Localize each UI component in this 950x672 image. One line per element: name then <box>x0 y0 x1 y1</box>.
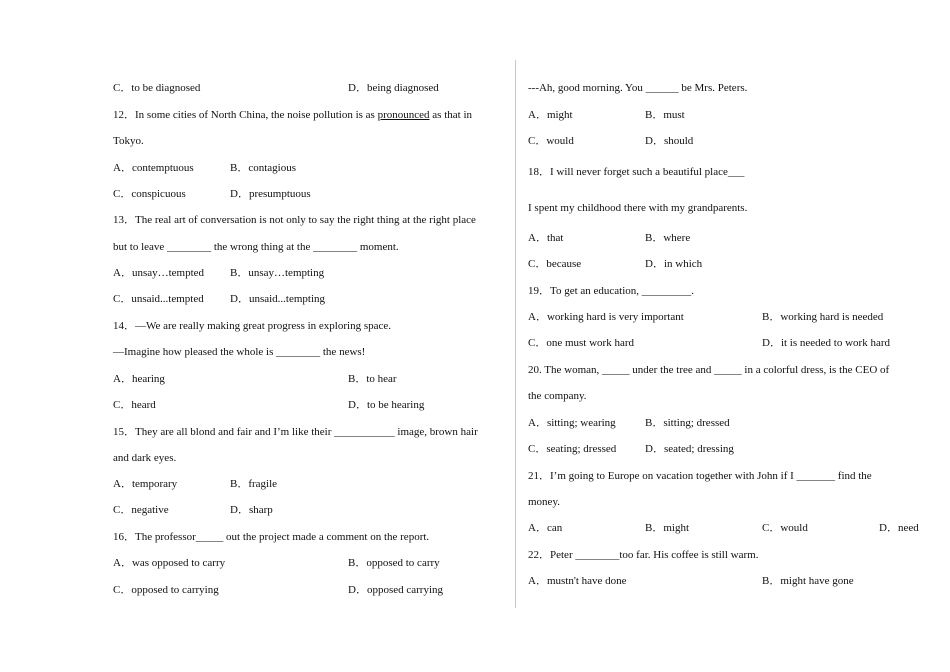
q20-stem-1: 20. The woman, _____ under the tree and _____ in a colorful dress, is the CEO of <box>528 364 890 376</box>
q16-option-a: A．was opposed to carry <box>113 557 226 569</box>
q12-option-b: B．contagious <box>230 162 296 174</box>
q13-option-b: B．unsay…tempting <box>230 267 325 279</box>
q20-option-d: D．seated; dressing <box>645 443 734 455</box>
q15-stem-2: and dark eyes. <box>113 452 177 464</box>
q16-stem-1: 16．The professor_____ out the project made a comment on the report. <box>113 531 430 543</box>
q13-stem-2: but to leave ________ the wrong thing at the ________ moment. <box>113 241 399 253</box>
q20-option-a: A．sitting; wearing <box>528 417 616 429</box>
q12-stem-post: as that in <box>429 109 472 121</box>
q17-stem: ---Ah, good morning. You ______ be Mrs. Peters. <box>528 82 748 94</box>
q12-stem-cont: Tokyo. <box>113 135 144 147</box>
q17-option-d: D．should <box>645 135 694 147</box>
q20-option-b: B．sitting; dressed <box>645 417 730 429</box>
q14-option-b: B．to hear <box>348 373 397 385</box>
q13-option-d: D．unsaid...tempting <box>230 293 326 305</box>
q14-stem-1: 14．—We are really making great progress in exploring space. <box>113 320 391 332</box>
q11-option-d: D．being diagnosed <box>348 82 439 94</box>
q18-stem-2: I spent my childhood there with my grandparents. <box>528 202 748 214</box>
q13-stem-1: 13．The real art of conversation is not only to say the right thing at the right place <box>113 214 476 226</box>
q18-option-c: C．because <box>528 258 582 270</box>
q15-option-b: B．fragile <box>230 478 278 490</box>
q12-option-c: C．conspicuous <box>113 188 186 200</box>
q22-option-b: B．might have gone <box>762 575 854 587</box>
q12-option-d: D．presumptuous <box>230 188 311 200</box>
q21-option-d: D．need <box>879 522 919 534</box>
q15-option-d: D．sharp <box>230 504 273 516</box>
q18-stem-1: 18．I will never forget such a beautiful place___ <box>528 166 745 178</box>
q12-stem <box>113 108 472 122</box>
q14-option-c: C．heard <box>113 399 156 411</box>
q22-stem: 22．Peter ________too far. His coffee is still warm. <box>528 549 759 561</box>
q19-option-a: A．working hard is very important <box>528 311 684 323</box>
q14-stem-2: —Imagine how pleased the whole is ________ the news! <box>113 346 366 358</box>
q19-option-d: D．it is needed to work hard <box>762 337 890 349</box>
q20-option-c: C．seating; dressed <box>528 443 617 455</box>
q17-option-a: A．might <box>528 109 573 121</box>
q17-option-b: B．must <box>645 109 685 121</box>
q14-option-a: A．hearing <box>113 373 165 385</box>
q16-option-d: D．opposed carrying <box>348 584 444 596</box>
q11-option-c: C．to be diagnosed <box>113 82 201 94</box>
q14-option-d: D．to be hearing <box>348 399 425 411</box>
q22-option-a: A．mustn't have done <box>528 575 627 587</box>
q13-option-a: A．unsay…tempted <box>113 267 205 279</box>
q15-option-c: C．negative <box>113 504 169 516</box>
q13-option-c: C．unsaid...tempted <box>113 293 204 305</box>
q19-option-b: B．working hard is needed <box>762 311 884 323</box>
q15-stem-1: 15．They are all blond and fair and I’m like their ___________ image, brown hair <box>113 426 478 438</box>
q17-option-c: C．would <box>528 135 574 147</box>
column-divider <box>515 60 516 608</box>
q15-option-a: A．temporary <box>113 478 178 490</box>
q19-stem: 19．To get an education, _________. <box>528 285 695 297</box>
q12-option-a: A．contemptuous <box>113 162 194 174</box>
q19-option-c: C．one must work hard <box>528 337 635 349</box>
q18-option-a: A．that <box>528 232 564 244</box>
q18-option-b: B．where <box>645 232 691 244</box>
q20-stem-2: the company. <box>528 390 587 402</box>
q18-option-d: D．in which <box>645 258 703 270</box>
q16-option-c: C．opposed to carrying <box>113 584 219 596</box>
q21-option-b: B．might <box>645 522 690 534</box>
q12-underlined-word: pronounced <box>377 109 430 121</box>
q21-option-c: C．would <box>762 522 808 534</box>
q16-option-b: B．opposed to carry <box>348 557 440 569</box>
q12-stem-pre: 12．In some cities of North China, the noise pollution is as <box>113 109 378 121</box>
q21-stem-2: money. <box>528 496 560 508</box>
q21-stem-1: 21．I’m going to Europe on vacation together with John if I _______ find the <box>528 470 872 482</box>
q21-option-a: A．can <box>528 522 563 534</box>
